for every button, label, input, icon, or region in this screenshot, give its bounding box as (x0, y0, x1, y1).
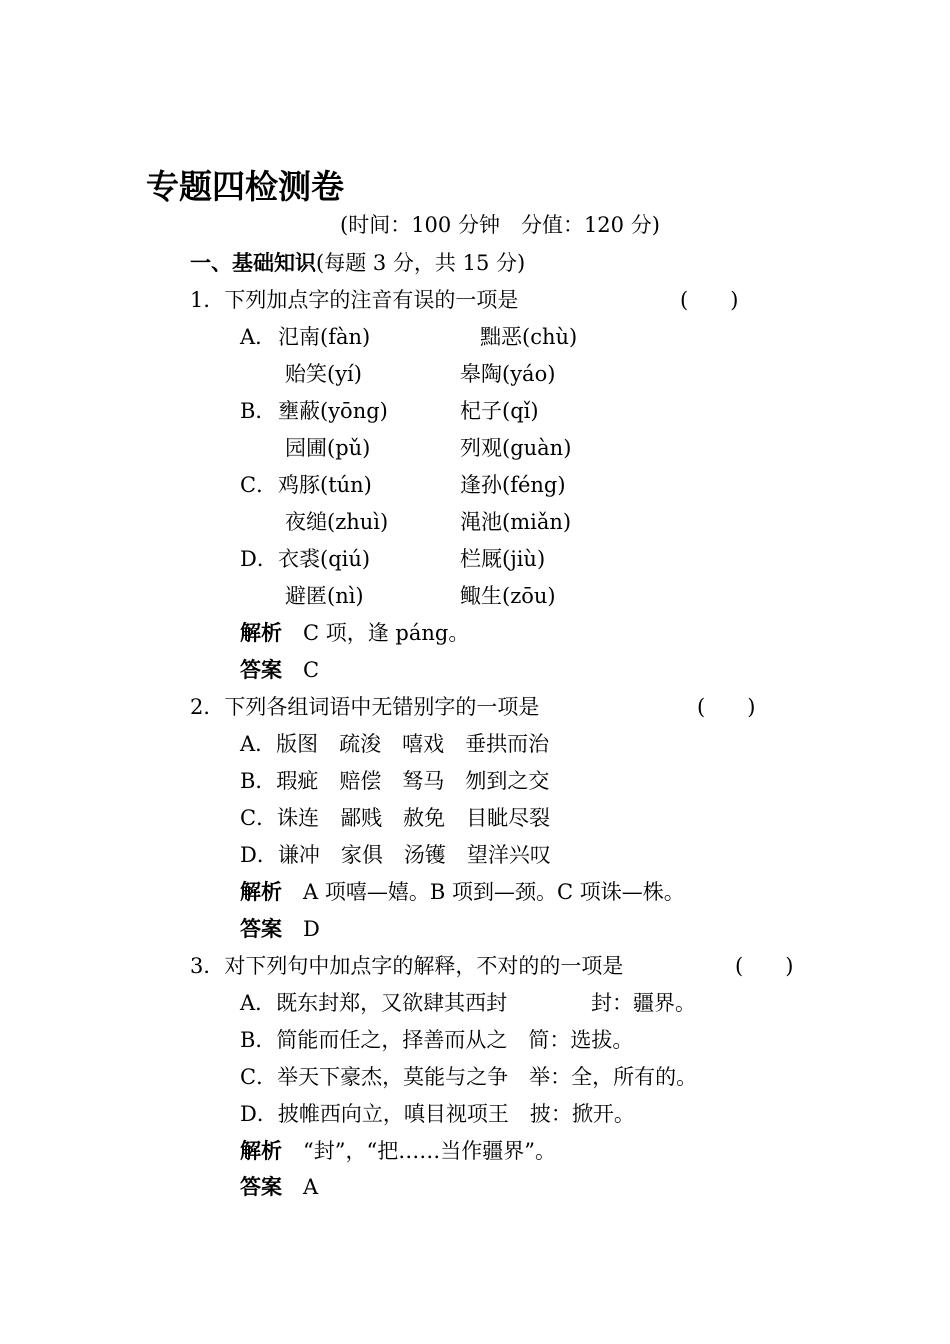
analysis-text: “封”，“把……当作疆界”。 (303, 1139, 556, 1163)
q2-option-b: B．瑕疵 赔偿 驽马 刎到之交 (240, 769, 550, 793)
q2-analysis (240, 879, 685, 905)
q1-analysis (240, 620, 469, 646)
q1-option-c-word1: 鸡豚(tún) (278, 473, 372, 497)
q3-option-d: D．披帷西向立，嗔目视项王 披：掀开。 (240, 1102, 635, 1126)
section-heading-title: 一、基础知识 (190, 251, 316, 275)
q1-option-d-word3: 避匿(nì) (285, 584, 364, 608)
q1-answer-paren: ( ) (680, 288, 739, 312)
q1-option-b-word2: 杞子(qǐ) (460, 399, 539, 423)
answer-text: D (303, 917, 320, 941)
q1-option-b-word1: 壅蔽(yōng) (278, 399, 388, 423)
document-title: 专题四检测卷 (146, 167, 344, 206)
answer-text: A (303, 1175, 319, 1199)
q1-option-c-word2: 逢孙(féng) (460, 473, 566, 497)
q3-analysis (240, 1138, 556, 1164)
q2-answer (240, 916, 320, 942)
answer-label: 答案 (240, 1175, 282, 1199)
q1-option-a-word1: 氾南(fàn) (278, 325, 371, 349)
q2-option-c: C．诛连 鄙贱 赦免 目眦尽裂 (240, 806, 551, 830)
analysis-label: 解析 (240, 880, 282, 904)
answer-label: 答案 (240, 658, 282, 682)
q2-answer-paren: ( ) (697, 695, 756, 719)
q3-option-c: C．举天下豪杰，莫能与之争 举：全，所有的。 (240, 1065, 698, 1089)
section-heading-note: (每题 3 分，共 15 分) (316, 251, 526, 275)
exam-meta: (时间：100 分钟 分值：120 分) (340, 213, 660, 237)
q1-option-d-word1: 衣裘(qiú) (278, 547, 371, 571)
q1-option-c-word3: 夜缒(zhuì) (285, 510, 389, 534)
analysis-label: 解析 (240, 621, 282, 645)
q1-answer (240, 657, 319, 683)
q3-option-a-explanation: 封：疆界。 (591, 991, 696, 1015)
q1-option-a-word3: 贻笑(yí) (285, 362, 362, 386)
q1-option-a-label: A． (240, 325, 277, 349)
answer-label: 答案 (240, 917, 282, 941)
answer-text: C (303, 658, 320, 682)
q3-answer-paren: ( ) (735, 954, 794, 978)
analysis-label: 解析 (240, 1139, 282, 1163)
q3-option-b: B．简能而任之，择善而从之 简：选拔。 (240, 1028, 634, 1052)
q1-option-d-word2: 栏厩(jiù) (460, 547, 546, 571)
q1-option-c-label: C． (240, 473, 278, 497)
q2-option-d: D．谦冲 家俱 汤镬 望洋兴叹 (240, 843, 551, 867)
q2-option-a: A．版图 疏浚 嘻戏 垂拱而治 (240, 732, 550, 756)
q1-option-b-word4: 列观(guàn) (460, 436, 572, 460)
q1-stem: 1．下列加点字的注音有误的一项是 (190, 288, 519, 312)
q1-option-a-word2: 黜恶(chù) (480, 325, 578, 349)
analysis-text: A 项嘻—嬉。B 项到—颈。C 项诛—株。 (303, 880, 685, 904)
q3-answer (240, 1174, 318, 1200)
q1-option-d-word4: 鲰生(zōu) (460, 584, 556, 608)
q3-stem: 3．对下列句中加点字的解释，不对的的一项是 (190, 954, 624, 978)
q1-option-c-word4: 渑池(miǎn) (460, 510, 572, 534)
q1-option-b-label: B． (240, 399, 277, 423)
q2-stem: 2．下列各组词语中无错别字的一项是 (190, 695, 540, 719)
analysis-text: C 项，逢 páng。 (303, 621, 470, 645)
q1-option-b-word3: 园圃(pǔ) (285, 436, 371, 460)
q1-option-d-label: D． (240, 547, 278, 571)
q3-option-a-sentence: A．既东封郑，又欲肆其西封 (240, 991, 508, 1015)
q1-option-a-word4: 皋陶(yáo) (460, 362, 556, 386)
section-heading (190, 250, 525, 276)
